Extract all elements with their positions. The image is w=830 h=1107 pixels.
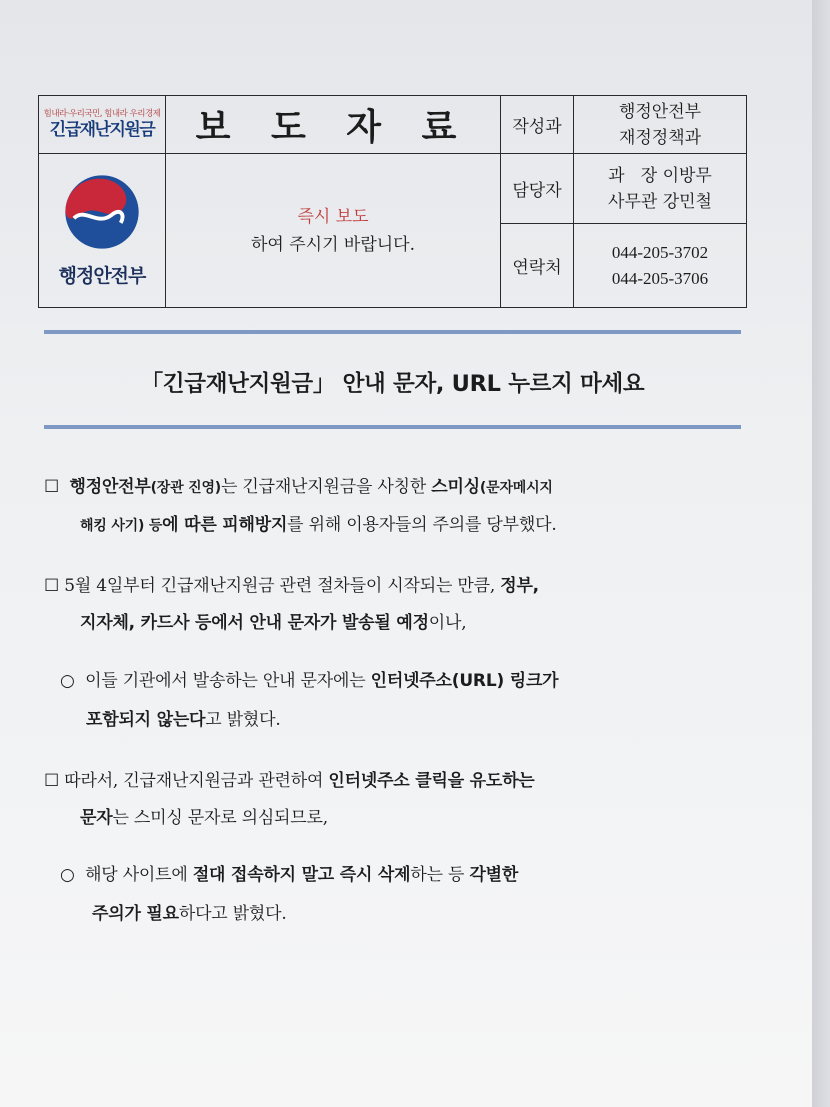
bottom-divider bbox=[44, 425, 741, 429]
paragraph-1-line-1: ☐ 행정안전부(장관 진영)는 긴급재난지원금을 사칭한 스미싱(문자메시지 bbox=[44, 477, 553, 497]
press-release-header bbox=[38, 95, 747, 308]
author-dept-label: 작성과 bbox=[501, 96, 574, 154]
slogan-subtitle: 힘내라·우리국민, 힘내라 우리경제 bbox=[43, 109, 161, 119]
campaign-slogan-box bbox=[39, 96, 166, 154]
author-dept-value: 행정안전부 재정정책과 bbox=[574, 96, 747, 154]
release-timing-cell bbox=[166, 154, 501, 308]
paragraph-4-line-2: 문자는 스미싱 문자로 의심되므로, bbox=[80, 808, 328, 828]
paragraph-5-line-2: 주의가 필요하다고 밝혔다. bbox=[92, 904, 287, 924]
checkbox-bullet: ☐ bbox=[44, 477, 60, 497]
checkbox-bullet: ☐ bbox=[44, 771, 60, 791]
release-timing: 즉시 보도 bbox=[297, 206, 369, 227]
phone-value: 044-205-3702 044-205-3706 bbox=[574, 224, 747, 308]
paragraph-5-line-1: ○ 해당 사이트에 절대 접속하지 말고 즉시 삭제하는 등 각별한 bbox=[60, 865, 519, 885]
circle-bullet: ○ bbox=[60, 865, 75, 885]
release-request: 하여 주시기 바랍니다. bbox=[250, 234, 415, 255]
top-divider bbox=[44, 330, 741, 334]
phone-label: 연락처 bbox=[501, 224, 574, 308]
paragraph-3-line-1: ○ 이들 기관에서 발송하는 안내 문자에는 인터넷주소(URL) 링크가 bbox=[60, 671, 559, 691]
ministry-logo-text: 행정안전부 bbox=[58, 265, 146, 287]
page-edge-shadow bbox=[812, 0, 830, 1107]
circle-bullet: ○ bbox=[60, 671, 75, 691]
ministry-logo-cell bbox=[39, 154, 166, 308]
paragraph-3-line-2: 포함되지 않는다고 밝혔다. bbox=[86, 710, 281, 730]
paragraph-1-line-2: 해킹 사기) 등에 따른 피해방지를 위해 이용자들의 주의를 당부했다. bbox=[80, 515, 557, 535]
document-type-title: 보 도 자 료 bbox=[166, 96, 501, 154]
checkbox-bullet: ☐ bbox=[44, 576, 60, 596]
paragraph-2-line-2: 지자체, 카드사 등에서 안내 문자가 발송될 예정이나, bbox=[80, 613, 467, 633]
paragraph-4-line-1: ☐ 따라서, 긴급재난지원금과 관련하여 인터넷주소 클릭을 유도하는 bbox=[44, 771, 535, 791]
ministry-emblem-icon bbox=[63, 173, 141, 251]
contact-person-value: 과 장 이방무 사무관 강민철 bbox=[574, 154, 747, 224]
paragraph-2-line-1: ☐ 5월 4일부터 긴급재난지원금 관련 절차들이 시작되는 만큼, 정부, bbox=[44, 576, 539, 596]
slogan-title: 긴급재난지원금 bbox=[49, 120, 155, 140]
contact-person-label: 담당자 bbox=[501, 154, 574, 224]
headline: 「긴급재난지원금」 안내 문자, URL 누르지 마세요 bbox=[140, 371, 645, 397]
